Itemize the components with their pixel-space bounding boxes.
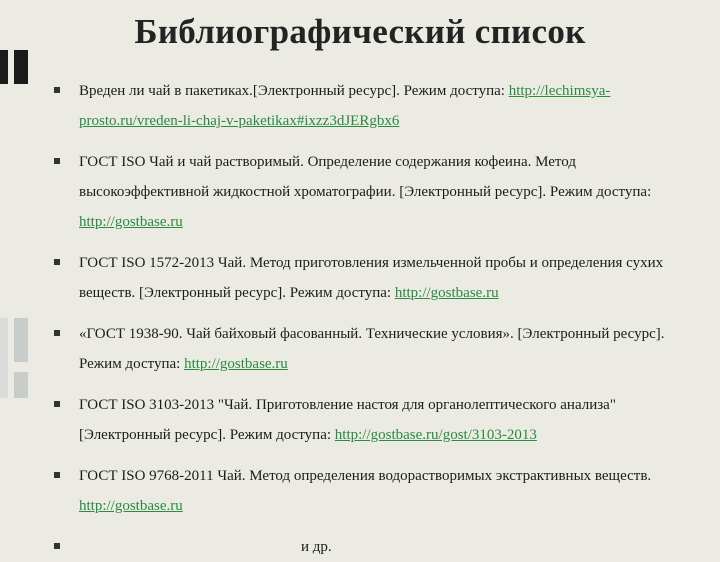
- decor-bar: [14, 372, 28, 398]
- bullet-icon: [54, 330, 60, 336]
- decor-bar: [0, 318, 8, 398]
- reference-link[interactable]: http://gostbase.ru: [79, 214, 183, 230]
- bullet-icon: [54, 87, 60, 93]
- reference-link[interactable]: http://lechimsya-prosto.ru/vreden-li-chaj-v-paketikax#ixzz3dJERgbx6: [79, 83, 611, 129]
- reference-link[interactable]: http://gostbase.ru/gost/3103-2013: [334, 427, 537, 443]
- list-item: [54, 319, 684, 379]
- bullet-icon: [54, 158, 60, 164]
- reference-link[interactable]: http://gostbase.ru: [79, 498, 183, 514]
- reference-text: ГОСТ ISO 1572-2013 Чай. Метод приготовления измельченной пробы и определения сухих веществ. [Электронный ресурс]. Режим доступа:: [79, 255, 664, 301]
- reference-text: Вреден ли чай в пакетиках.[Электронный ресурс]. Режим доступа:: [79, 83, 509, 99]
- list-item: [54, 248, 684, 308]
- decor-bar: [14, 50, 28, 84]
- decor-bar: [14, 318, 28, 362]
- reference-text: ГОСТ ISO 9768-2011 Чай. Метод определения водорастворимых экстрактивных веществ.: [79, 468, 652, 484]
- reference-link[interactable]: http://gostbase.ru: [184, 356, 288, 372]
- bullet-icon: [54, 543, 60, 549]
- slide-title: Библиографический список: [134, 12, 586, 51]
- bibliography-list: [54, 76, 684, 562]
- bullet-icon: [54, 259, 60, 265]
- reference-link[interactable]: http://gostbase.ru: [394, 285, 499, 301]
- list-item: [54, 147, 684, 237]
- list-item: [54, 76, 684, 136]
- list-item: [54, 461, 684, 521]
- decor-bar: [0, 50, 8, 84]
- reference-text: ГОСТ ISO 3103-2013 "Чай. Приготовление настоя для органолептического анализа"[Электронный ресурс]. Режим доступа:: [79, 397, 616, 443]
- reference-text: ГОСТ ISO Чай и чай растворимый. Определение содержания кофеина. Метод высокоэффективной жидкостной хроматографии. [Электронный ресурс]. Режим доступа:: [79, 154, 652, 200]
- bullet-icon: [54, 401, 60, 407]
- reference-text: «ГОСТ 1938-90. Чай байховый фасованный. Технические условия». [Электронный ресурс]. Режим доступа:: [79, 326, 665, 372]
- etc-text: и др.: [301, 539, 332, 555]
- decorative-bars: [0, 0, 40, 540]
- list-item: [54, 390, 684, 450]
- bullet-icon: [54, 472, 60, 478]
- list-item: [54, 532, 684, 562]
